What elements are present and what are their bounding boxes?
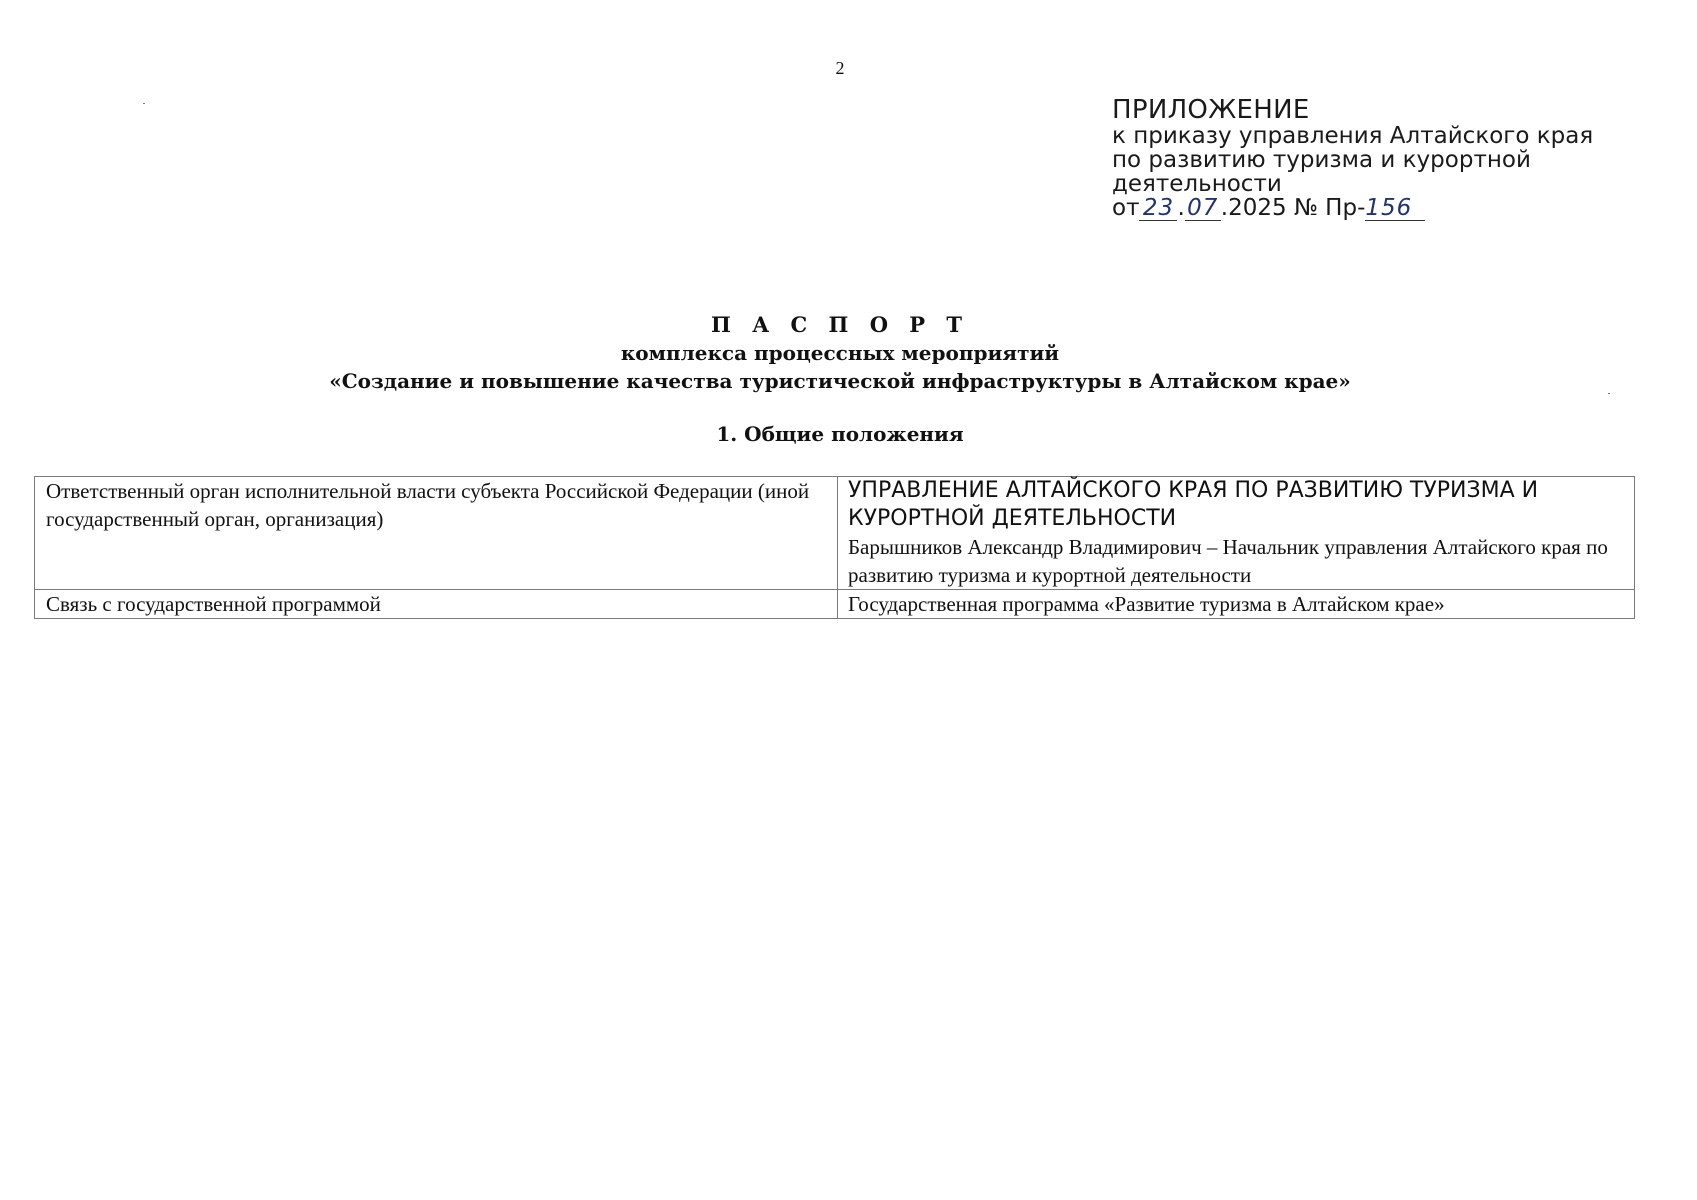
general-provisions-table xyxy=(34,476,1635,619)
order-year: .2025 № Пр- xyxy=(1220,195,1366,221)
table-cell-value xyxy=(838,590,1635,619)
table-row xyxy=(35,590,1635,619)
handwritten-day: 23 xyxy=(1139,196,1177,221)
handwritten-month: 07 xyxy=(1185,196,1221,221)
order-prefix: от xyxy=(1112,195,1140,221)
passport-name: «Создание и повышение качества туристической инфраструктуры в Алтайском крае» xyxy=(329,369,1351,393)
state-program-name: Государственная программа «Развитие туризма в Алтайском крае» xyxy=(848,592,1445,616)
appendix-line: к приказу управления Алтайского края xyxy=(1112,123,1594,149)
appendix-block xyxy=(1112,96,1672,221)
page-number: 2 xyxy=(835,58,845,78)
appendix-line: по развитию туризма и курортной xyxy=(1112,147,1531,173)
section-title: 1. Общие положения xyxy=(716,422,964,446)
passport-heading xyxy=(0,311,1680,395)
responsible-body-label: Ответственный орган исполнительной власти субъекта Российской Федерации (иной государственный орган, организация) xyxy=(46,479,810,531)
table-cell-label xyxy=(35,477,838,590)
passport-title: П А С П О Р Т xyxy=(710,312,970,337)
passport-subtitle: комплекса процессных мероприятий xyxy=(620,341,1060,365)
program-link-label: Связь с государственной программой xyxy=(46,592,381,616)
appendix-title: ПРИЛОЖЕНИЕ xyxy=(1112,95,1310,125)
order-line: от 23 . 07 .2025 № Пр-156 xyxy=(1112,196,1672,221)
table-row xyxy=(35,477,1635,590)
table-cell-label xyxy=(35,590,838,619)
handwritten-order-number: 156 xyxy=(1365,196,1425,221)
appendix-line: деятельности xyxy=(1112,171,1282,197)
table-cell-value xyxy=(838,477,1635,590)
organization-name: УПРАВЛЕНИЕ АЛТАЙСКОГО КРАЯ ПО РАЗВИТИЮ ТУРИЗМА И КУРОРТНОЙ ДЕЯТЕЛЬНОСТИ xyxy=(848,478,1539,531)
head-of-organization: Барышников Александр Владимирович – Начальник управления Алтайского края по развитию туризма и курортной деятельности xyxy=(848,535,1608,587)
scan-speck xyxy=(143,103,145,104)
